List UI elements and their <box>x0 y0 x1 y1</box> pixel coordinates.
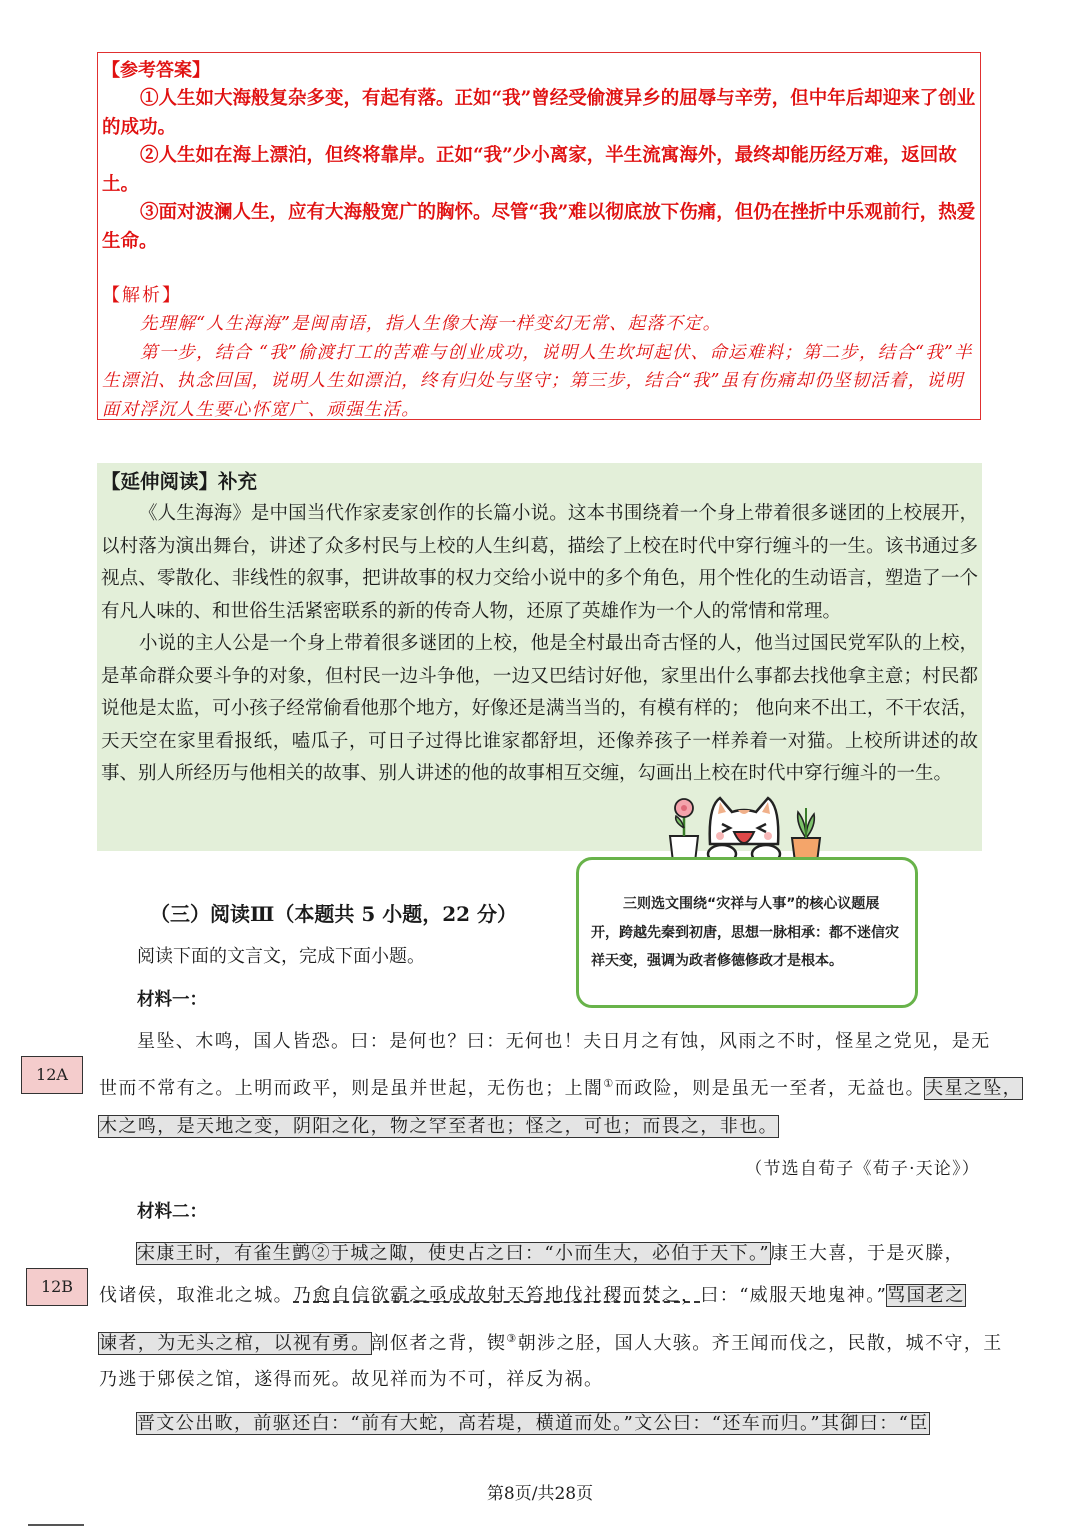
summary-callout <box>576 857 918 1008</box>
highlighted-phrase: 宋康王时，有雀生鹯②于城之陬，使史占之曰：“小而生大，必伯于天下。” <box>137 1243 771 1264</box>
text-span: 朝涉之胫，国人大骇。齐王闻而伐之，民散，城不守，王 <box>517 1333 1003 1354</box>
section-instruction: 阅读下面的文言文，完成下面小题。 <box>137 946 425 967</box>
extended-paragraph: 小说的主人公是一个身上带着很多谜团的上校，他是全村最出奇古怪的人，他当过国民党军队的上校，是革命群众要斗争的对象，但村民一边斗争他，一边又巴结讨好他，家里出什么事都去找他拿主意；村民都说他是太监，可小孩子经常偷看他那个地方，好像还是满当当的，有模有样的； 他向来不出工，不干农活，天天空在家里看报纸，嗑瓜子，可日子过得比谁家都舒坦，还像养孩子一样养着一对猫。上校所讲述的故事、别人所经历与他相关的故事、别人讲述的他的故事相互交缠，勾画出上校在时代中穿行缠斗的一生。 <box>101 633 978 784</box>
text-span: 世而不常有之。上明而政平，则是虽并世起，无伤也；上闇 <box>99 1078 604 1099</box>
text-span: 伐诸侯，取淮北之城。 <box>99 1285 293 1306</box>
section-title: （三）阅读Ⅲ（本题共 5 小题，22 分） <box>150 902 517 926</box>
callout-text: 三则选文围绕“灾祥与人事”的核心议题展开，跨越先秦到初唐，思想一脉相承：都不迷信灾祥天变，强调为政者修德修政才是根本。 <box>591 896 899 969</box>
cat-illustration <box>664 788 824 866</box>
answer-title: 【参考答案】 <box>102 60 210 81</box>
page-number: 第8页/共28页 <box>486 1484 594 1504</box>
footnote-marker: ① <box>603 1077 615 1090</box>
material2-label: 材料二： <box>137 1202 207 1222</box>
question-tag-12a: 12A <box>21 1056 83 1094</box>
text-span: 康王大喜，于是灭滕， <box>770 1243 965 1264</box>
extended-paragraph: 《人生海海》是中国当代作家麦家创作的长篇小说。这本书围绕着一个身上带着很多谜团的上校展开，以村落为演出舞台，讲述了众多村民与上校的人生纠葛，描绘了上校在时代中穿行缠斗的一生。该书通过多视点、零散化、非线性的叙事，把讲故事的权力交给小说中的多个角色，用个性化的生动语言，塑造了一个有凡人味的、和世俗生活紧密联系的新的传奇人物，还原了英雄作为一个人的常情和常理。 <box>101 503 978 622</box>
highlighted-phrase: 谏者，为无头之棺，以视有勇。 <box>99 1333 371 1354</box>
text-line <box>137 1240 964 1268</box>
answer-point: ②人生如在海上漂泊，但终将靠岸。正如“我”少小离家，半生流寓海外，最终却能历经万难，返回故土。 <box>102 145 957 195</box>
text-span: 剖伛者之背，锲 <box>370 1333 507 1354</box>
text-line <box>99 1282 965 1310</box>
source-citation: （节选自荀子《荀子·天论》） <box>745 1159 980 1179</box>
cat-face-icon <box>708 798 780 863</box>
text-line <box>99 1113 778 1141</box>
text-span: 而政险，则是虽无一至者，无益也。 <box>614 1078 926 1099</box>
text-span: 曰：“威服天地鬼神。” <box>700 1285 888 1306</box>
text-line: 星坠、木鸣，国人皆恐。曰：是何也？曰：无何也！夫日月之有蚀，风雨之不时，怪星之党见，是无 <box>137 1031 991 1052</box>
extended-reading-title: 【延伸阅读】补充 <box>101 470 258 493</box>
highlighted-phrase: 骂国老之 <box>887 1285 965 1306</box>
footer-rule <box>28 1524 84 1526</box>
footnote-marker: ③ <box>506 1332 518 1345</box>
text-line <box>99 1070 1022 1103</box>
flower-pot-icon <box>670 799 698 862</box>
answer-box <box>97 52 981 420</box>
highlighted-phrase: 木之鸣，是天地之变，阴阳之化，物之罕至者也；怪之，可也；而畏之，非也。 <box>99 1116 778 1137</box>
question-tag-12b: 12B <box>26 1268 88 1306</box>
highlighted-phrase: 夫星之坠， <box>925 1078 1023 1099</box>
analysis-paragraph: 第一步，结合 “我”偷渡打工的苦难与创业成功，说明人生坎坷起伏、命运难料；第二步，结合“我”半生漂泊、执念回国，说明人生如漂泊，终有归处与坚守；第三步，结合“我”虽有伤痛却仍坚韧活着，说明面对浮沉人生要心怀宽广、顽强生活。 <box>102 342 973 420</box>
underlined-phrase: 乃愈自信欲霸之亟成故射天笞地伐社稷而焚之， <box>293 1285 701 1306</box>
analysis-paragraph: 先理解“人生海海”是闽南语，指人生像大海一样变幻无常、起落不定。 <box>140 314 722 334</box>
extended-reading-box <box>97 463 982 851</box>
answer-point: ③面对波澜人生，应有大海般宽广的胸怀。尽管“我”难以彻底放下伤痛，但仍在挫折中乐观前行，热爱生命。 <box>102 202 976 252</box>
text-line <box>99 1325 1003 1358</box>
text-line: 乃逃于郳侯之馆，遂得而死。故见祥而为不可，祥反为祸。 <box>99 1369 604 1390</box>
answer-point: ①人生如大海般复杂多变，有起有落。正如“我”曾经受偷渡异乡的屈辱与辛劳，但中年后却迎来了创业的成功。 <box>102 88 976 138</box>
text-line <box>137 1410 929 1438</box>
highlighted-phrase: 晋文公出畋，前驱还白：“前有大蛇，高若堤，横道而处。”文公曰：“还车而归。”其御曰：“臣 <box>137 1413 929 1434</box>
material1-label: 材料一： <box>137 990 207 1010</box>
analysis-title: 【解析】 <box>102 285 182 306</box>
plant-pot-icon <box>792 808 820 862</box>
